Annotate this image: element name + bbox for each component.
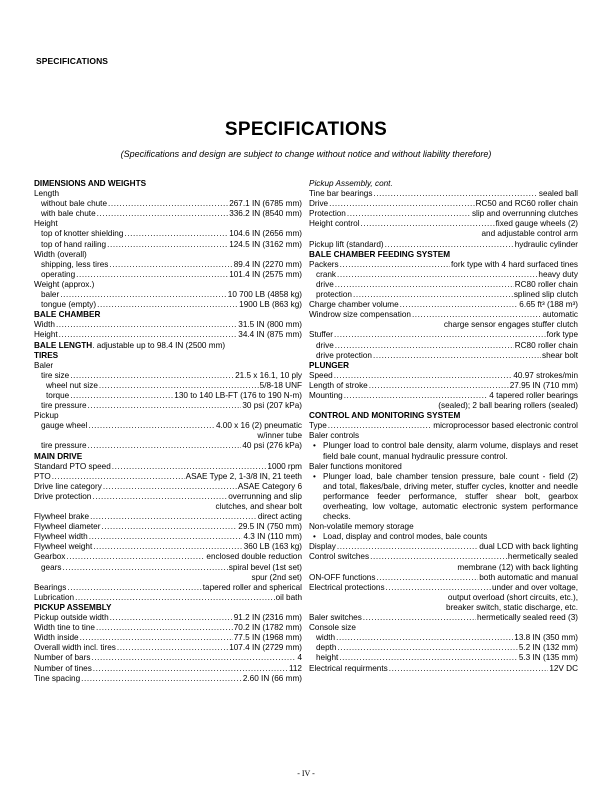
spec-row: Overall width incl. tires ..... 107.4 IN (2729 mm)	[34, 643, 302, 653]
section-heading: CONTROL AND MONITORING SYSTEM	[309, 411, 461, 421]
spec-row: Bearings ..... tapered roller and spherical	[34, 583, 302, 593]
section-heading: Pickup Assembly, cont.	[309, 179, 393, 188]
spec-row: Number of tines ..... 112	[34, 664, 302, 674]
section-heading: BALE CHAMBER FEEDING SYSTEM	[309, 249, 451, 259]
running-header: SPECIFICATIONS	[36, 56, 109, 66]
spec-row: Baler switches ..... hermetically sealed reed (3)	[309, 613, 578, 623]
bullet-item: • Plunger load, bale chamber tension pressure, bale count - field (2) and total, flakes/bale, driving meter, stuffer cycles, knotter and needle performance feeder performance, stuffer shear bolt, gearbox overheating, low voltage, automatic electronic system performance checks.	[313, 471, 578, 522]
spec-row: Mounting ..... 4 tapered roller bearings	[309, 391, 578, 401]
spec-row: Pickup lift (standard) ..... hydraulic cylinder	[309, 240, 578, 250]
spec-row: Type ..... microprocessor based electronic control	[309, 421, 578, 431]
spec-row: operating ..... 101.4 IN (2575 mm)	[34, 270, 302, 280]
spec-row: baler ..... 10 700 LB (4858 kg)	[34, 290, 302, 300]
spec-row: protection ..... splined slip clutch	[309, 290, 578, 300]
spec-group-label: Baler	[34, 360, 54, 370]
spec-row-continuation: output overload (short circuits, etc.),	[447, 592, 578, 602]
spec-row: top of hand railing ..... 124.5 IN (3162 mm)	[34, 240, 302, 250]
spec-row: wheel nut size ..... 5/8-18 UNF	[34, 381, 302, 391]
spec-row: shipping, less tires ..... 89.4 IN (2270 mm)	[34, 260, 302, 270]
spec-row: Height control ..... fixed gauge wheels (2)	[309, 219, 578, 229]
spec-group-label: Non-volatile memory storage	[309, 522, 414, 532]
spec-row: PTO ..... ASAE Type 2, 1-3/8 IN, 21 teeth	[34, 472, 302, 482]
spec-group-label: Baler controls	[309, 431, 360, 441]
spec-row: Display ..... dual LCD with back lighting	[309, 542, 578, 552]
spec-row: Height ..... 34.4 IN (875 mm)	[34, 330, 302, 340]
spec-row: Gearbox ..... enclosed double reduction	[34, 552, 302, 562]
spec-row: Width ..... 31.5 IN (800 mm)	[34, 320, 302, 330]
spec-row: Length of stroke ..... 27.95 IN (710 mm)	[309, 381, 578, 391]
spec-row-continuation: clutches, and shear bolt	[215, 502, 302, 511]
spec-row: drive ..... RC80 roller chain	[309, 280, 578, 290]
spec-row: Flywheel brake ..... direct acting	[34, 512, 302, 522]
spec-row: height ..... 5.3 IN (135 mm)	[309, 653, 578, 663]
spec-row: Tine bar bearings ..... sealed ball	[309, 189, 578, 199]
spec-row-continuation: charge sensor engages stuffer clutch	[443, 320, 578, 330]
spec-row: Drive line category ..... ASAE Category 6	[34, 482, 302, 492]
spec-group-label: Console size	[309, 623, 356, 633]
spec-row: Electrical requirments ..... 12V DC	[309, 664, 578, 674]
spec-row: Electrical protections ..... under and over voltage,	[309, 583, 578, 593]
spec-group-label: Baler functions monitored	[309, 461, 402, 471]
spec-row: tire pressure ..... 40 psi (276 kPa)	[34, 441, 302, 451]
spec-row: Lubrication ..... oil bath	[34, 593, 302, 603]
spec-row: Speed ..... 40.97 strokes/min	[309, 371, 578, 381]
spec-row: Flywheel width ..... 4.3 IN (110 mm)	[34, 532, 302, 542]
spec-row: Control switches ..... hermetically sealed	[309, 552, 578, 562]
spec-row: tongue (empty) ..... 1900 LB (863 kg)	[34, 300, 302, 310]
spec-row: crank ..... heavy duty	[309, 270, 578, 280]
spec-row: drive protection ..... shear bolt	[309, 351, 578, 361]
spec-row: width ..... 13.8 IN (350 mm)	[309, 633, 578, 643]
spec-row: top of knotter shielding ..... 104.6 IN (2656 mm)	[34, 229, 302, 239]
spec-row: ON-OFF functions ..... both automatic and manual	[309, 573, 578, 583]
spec-row-continuation: (sealed); 2 ball bearing rollers (sealed)	[438, 401, 578, 411]
spec-row: depth ..... 5.2 IN (132 mm)	[309, 643, 578, 653]
spec-row: with bale chute ..... 336.2 IN (8540 mm)	[34, 209, 302, 219]
bullet-icon: •	[313, 441, 316, 451]
spec-row: Charge chamber volume ..... 6.65 ft³ (188 m³)	[309, 300, 578, 310]
bullet-item: • Plunger load to control bale density, alarm volume, displays and reset field bale count, manual hydraulic pressure control.	[313, 441, 578, 461]
spec-row: Windrow size compensation ..... automatic	[309, 310, 578, 320]
section-heading: DIMENSIONS AND WEIGHTS	[34, 179, 147, 188]
spec-row: Protection ..... slip and overrunning clutches	[309, 209, 578, 219]
spec-row-continuation: w/inner tube	[257, 431, 302, 441]
spec-row: Tine spacing ..... 2.60 IN (66 mm)	[34, 674, 302, 684]
spec-row: Drive ..... RC50 and RC60 roller chain	[309, 199, 578, 209]
bullet-icon: •	[313, 532, 316, 542]
spec-row: without bale chute ..... 267.1 IN (6785 mm)	[34, 199, 302, 209]
spec-group-label: Length	[34, 189, 60, 199]
bullet-item: • Load, display and control modes, bale counts	[313, 532, 488, 542]
page-title: SPECIFICATIONS	[224, 119, 388, 140]
bullet-icon: •	[313, 471, 316, 481]
spec-row: Drive protection ..... overrunning and slip	[34, 492, 302, 502]
spec-row: Width inside ..... 77.5 IN (1968 mm)	[34, 633, 302, 643]
spec-row: gauge wheel ..... 4.00 x 16 (2) pneumatic	[34, 421, 302, 431]
left-column	[34, 179, 302, 684]
spec-row: Standard PTO speed ..... 1000 rpm	[34, 462, 302, 472]
spec-row-continuation: and adjustable control arm	[481, 229, 578, 239]
spec-group-label: Height	[34, 219, 58, 229]
spec-group-label: Pickup	[34, 411, 59, 421]
right-column	[309, 179, 578, 674]
spec-row: Number of bars ..... 4	[34, 653, 302, 663]
spec-group-label: Weight (approx.)	[34, 279, 95, 289]
section-heading: MAIN DRIVE	[34, 451, 83, 461]
spec-row: Pickup outside width ..... 91.2 IN (2316 mm)	[34, 613, 302, 623]
spec-row: gears ..... spiral bevel (1st set)	[34, 563, 302, 573]
spec-row: Packers ..... fork type with 4 hard surfaced tines	[309, 260, 578, 270]
section-heading: PICKUP ASSEMBLY	[34, 602, 112, 612]
spec-row: Flywheel diameter ..... 29.5 IN (750 mm)	[34, 522, 302, 532]
spec-row: tire size ..... 21.5 x 16.1, 10 ply	[34, 371, 302, 381]
section-heading: BALE CHAMBER	[34, 310, 101, 320]
spec-row: tire pressure ..... 30 psi (207 kPa)	[34, 401, 302, 411]
page-subtitle: (Specifications and design are subject to change without notice and without liability therefore)	[120, 149, 492, 159]
spec-row: drive ..... RC80 roller chain	[309, 341, 578, 351]
spec-row: Stuffer ..... fork type	[309, 330, 578, 340]
spec-row-continuation: breaker switch, static discharge, etc.	[446, 602, 578, 612]
spec-group-label: Width (overall)	[34, 249, 87, 259]
page-number: - IV -	[297, 769, 315, 778]
spec-row: Flywheel weight ..... 360 LB (163 kg)	[34, 542, 302, 552]
spec-row: BALE LENGTH. adjustable up to 98.4 IN (2500 mm)	[34, 340, 226, 350]
spec-row: torque ..... 130 to 140 LB-FT (176 to 190 N-m)	[34, 391, 302, 401]
spec-row-continuation: spur (2nd set)	[251, 572, 302, 582]
spec-row-continuation: membrane (12) with back lighting	[457, 562, 578, 572]
section-heading: TIRES	[34, 350, 59, 360]
section-heading: PLUNGER	[309, 360, 350, 370]
spec-row: Width tine to tine ..... 70.2 IN (1782 mm)	[34, 623, 302, 633]
